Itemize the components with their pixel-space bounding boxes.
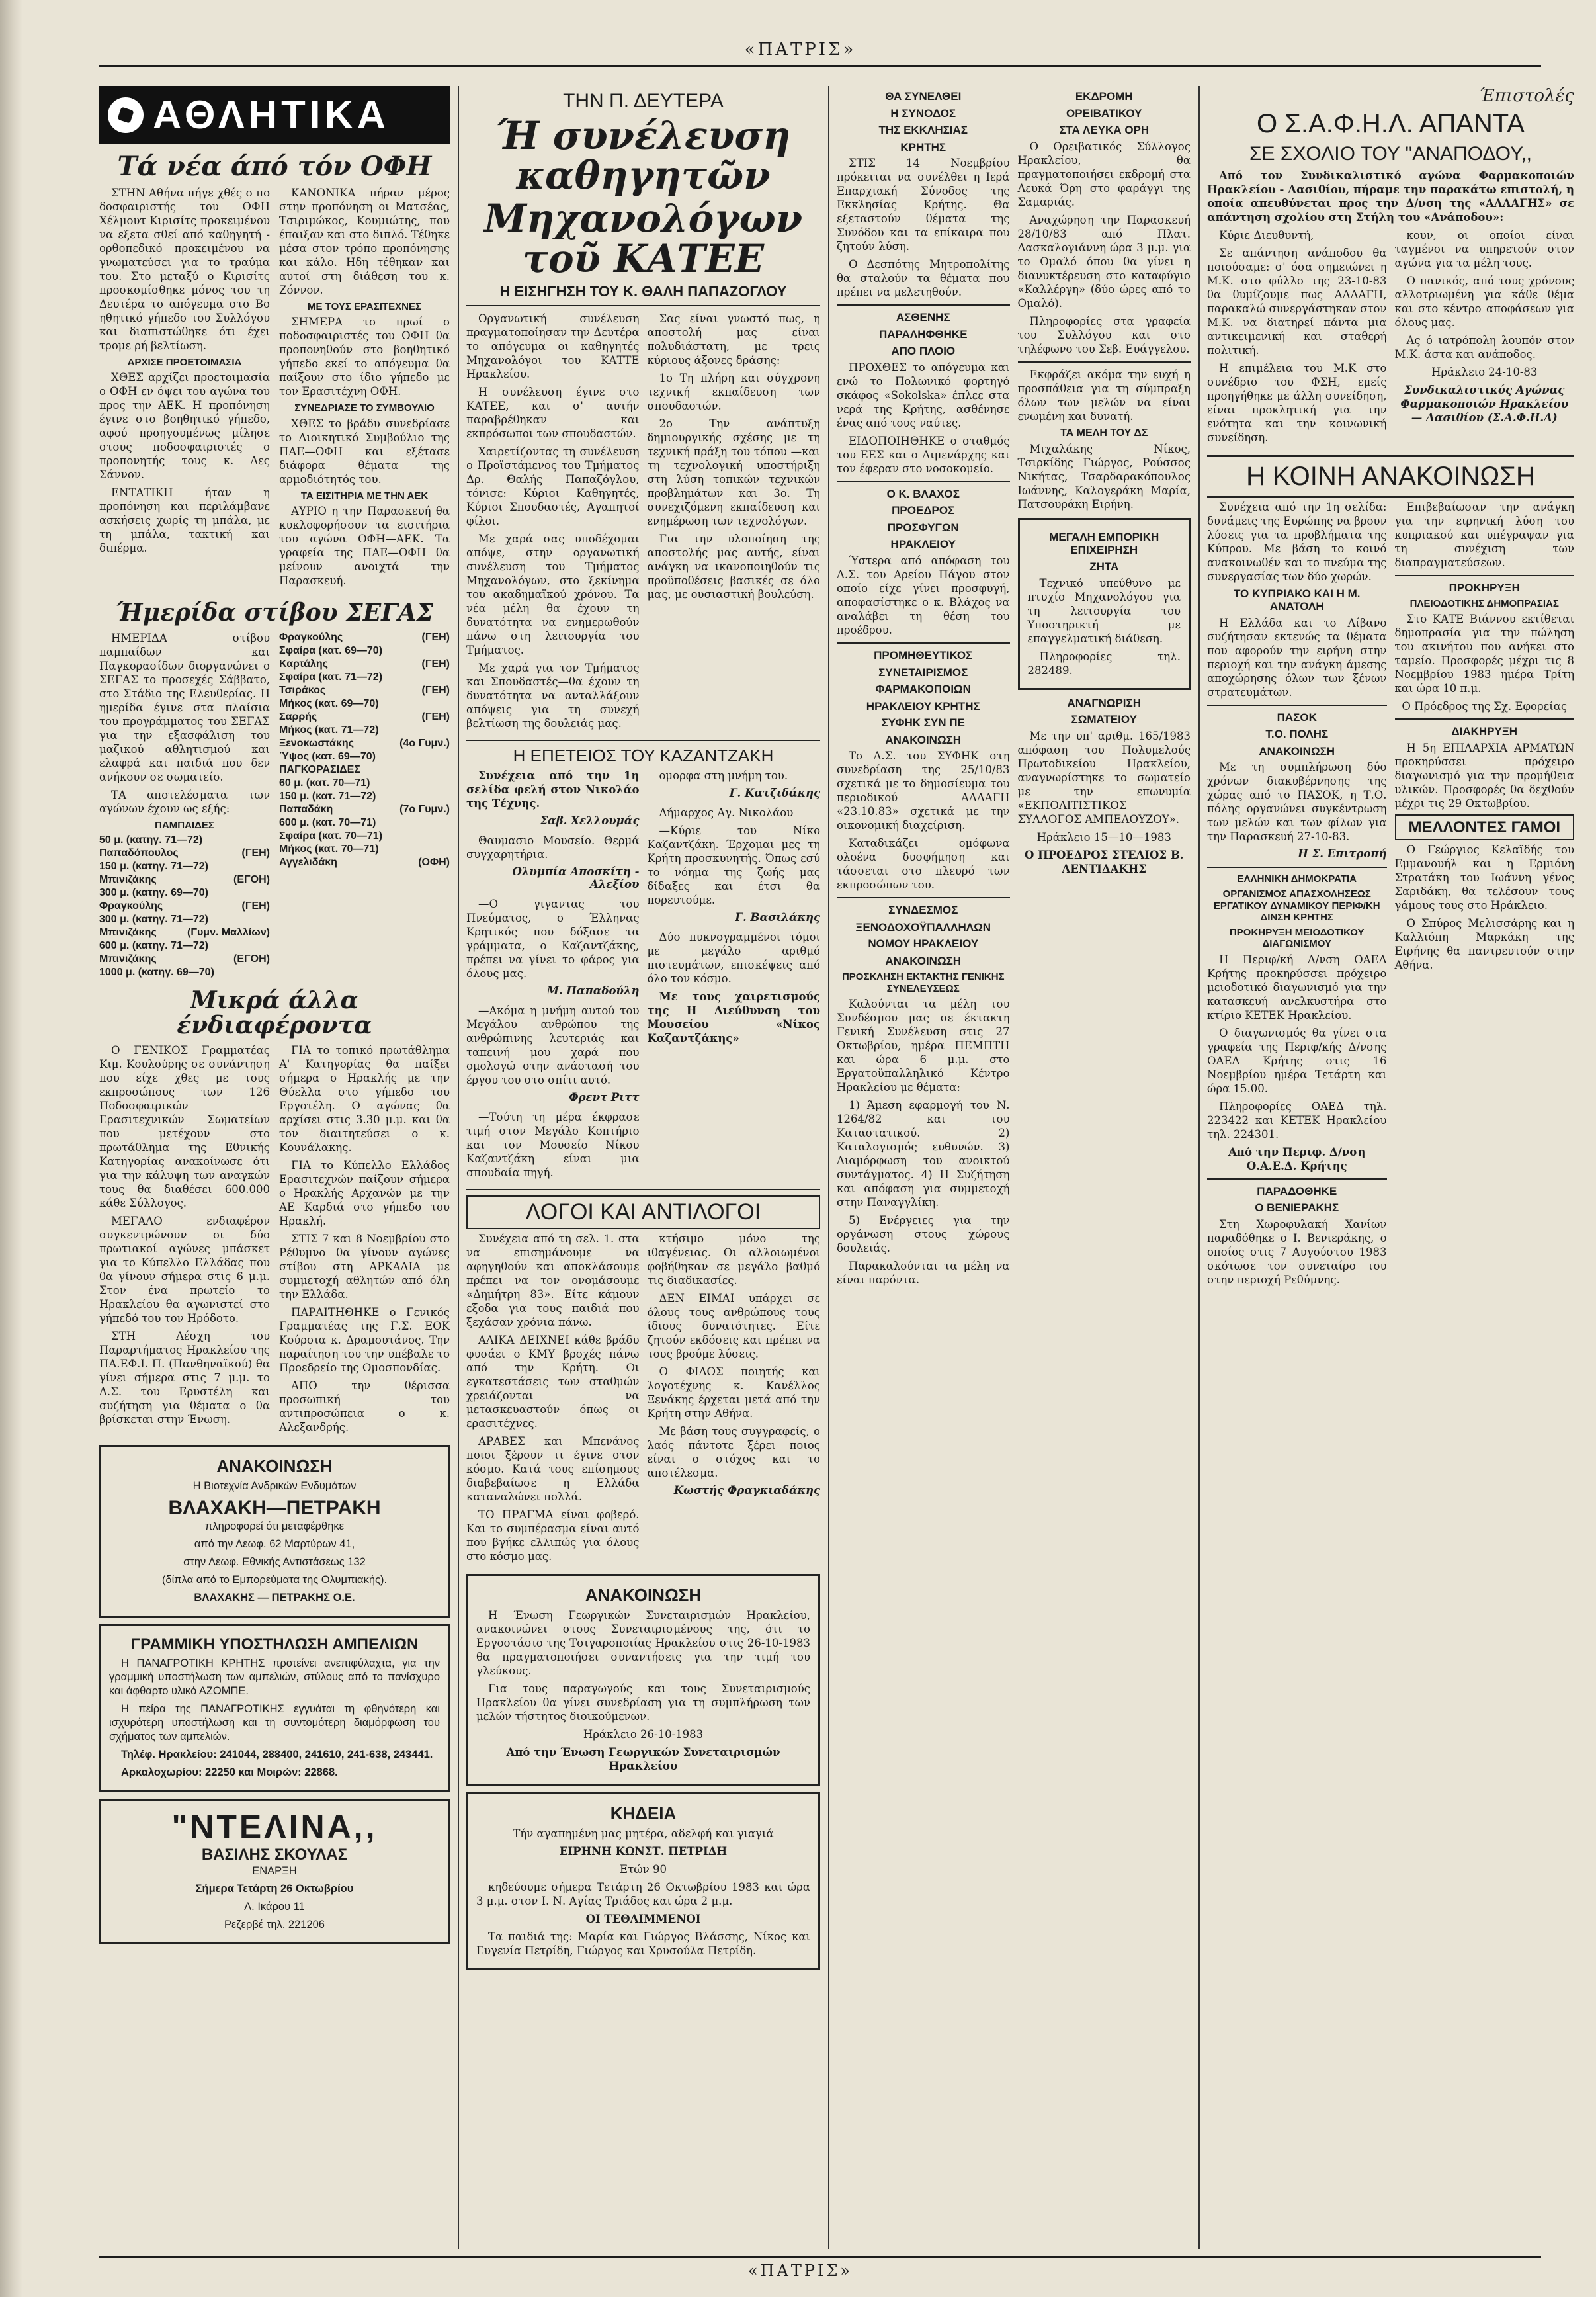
article-paragraph: Εκφράζει ακόμα την ευχή η προσπάθεια για τη σύμπραξη όλων των μελών να είναι ενωμένη και δυνατή. xyxy=(1017,368,1191,423)
ad-line: Η Βιοτεχνία Ανδρικών Ενδυμάτων xyxy=(192,1480,357,1493)
result-event: Σαρρής xyxy=(279,711,317,722)
ad-ntelina xyxy=(99,1799,450,1944)
signature: Μ. Παπαδούλη xyxy=(546,984,640,998)
notice-title: ΑΝΑΚΟΙΝΩΣΗ xyxy=(885,954,962,967)
subheading: Ο ΒΕΝΙΕΡΑΚΗΣ xyxy=(1255,1201,1339,1215)
page-footer: «ΠΑΤΡΙΣ» xyxy=(747,2261,853,2280)
ad-line: από την Λεωφ. 62 Μαρτύρων 41, xyxy=(194,1538,355,1551)
result-event: 150 μ. (κατηγ. 71—72) xyxy=(99,860,208,872)
article-paragraph: Με βάση τους συγγραφείς, ο λαός πάντοτε ξέρει ποιος είναι ο στόχος και το αποτέλεσμα. xyxy=(647,1425,820,1480)
signature: Γ. Βασιλάκης xyxy=(735,911,820,924)
article-paragraph: Χαιρετίζοντας τη συνέλευση ο Προϊστάμενος του Τμήματος Δρ. Θαλής Παπαζόγλου, τόνισε: Κύριοι Καθηγητές, Κύριοι Σπουδαστές, Αγαπητοί φίλοι. xyxy=(466,445,640,528)
divider xyxy=(1207,867,1387,868)
divider xyxy=(837,642,1010,644)
result-event: Μήκος (κατ. 70—71) xyxy=(279,843,379,855)
result-row xyxy=(99,887,270,900)
notice-farmers-union xyxy=(466,1574,820,1786)
result-club: (ΕΓΟΗ) xyxy=(233,873,270,885)
subheading: ΠΑΜΠΑΙΔΕΣ xyxy=(155,819,214,831)
subheading: ΤΟ ΚΥΠΡΙΑΚΟ ΚΑΙ Η Μ. ΑΝΑΤΟΛΗ xyxy=(1233,587,1361,613)
article-paragraph: Οργανωτική συνέλευση πραγματοποίησαν την Δευτέρα το απόγευμα οι καθηγητές Μηχανολόγοι του ΚΑΤΤΕ Ηρακλείου. xyxy=(466,312,640,381)
result-event: 50 μ. (κατηγ. 71—72) xyxy=(99,834,203,845)
headline-joint: Η ΚΟΙΝΗ ΑΝΑΚΟΙΝΩΣΗ xyxy=(1207,455,1574,498)
article-paragraph: Ο Σπύρος Μελισσάρης και η Καλλιόπη Μαρκάκη της Ειρήνης θα παντρευτούν στην Αθήνα. xyxy=(1394,917,1574,972)
article-paragraph: Επιβεβαίωσαν την ανάγκη για την ειρηνική λύση του κυπριακού και υπέγραψαν για τη συνέχιση των διαπραγματεύσεων. xyxy=(1394,500,1574,569)
result-row xyxy=(279,671,450,684)
subheading: ΘΑ ΣΥΝΕΛΘΕΙ xyxy=(885,90,962,103)
result-event: 300 μ. (κατηγ. 69—70) xyxy=(99,887,208,898)
article-paragraph: Η συνέλευση έγινε στο ΚΑΤΕΕ, και σ' αυτήν παραβρέθηκαν και εκπρόσωποι των σπουδαστών. xyxy=(466,386,640,441)
article-paragraph: Ύστερα από απόφαση του Δ.Σ. του Αρείου Πάγου στον οποίο είχε γίνει προσφυγή, αποφασίστηκε ο κ. Βλάχος να αναλάβει τη θέση του προέδρου. xyxy=(837,554,1010,637)
result-event: Αγγελιδάκη xyxy=(279,856,337,868)
article-paragraph: Κύριε Διευθυντή, xyxy=(1219,228,1314,241)
article-paragraph: ΧΘΕΣ το βράδυ συνεδρίασε το Διοικητικό Συμβούλιο της ΠΑΕ—ΟΦΗ και εξέτασε διάφορα θέματα της αρμοδιότητός του. xyxy=(279,417,450,486)
signature: ΤΑ ΜΕΛΗ ΤΟΥ ΔΣ xyxy=(1060,427,1148,439)
result-row xyxy=(279,724,450,737)
article-paragraph: Παρακαλούνται τα μέλη να είναι παρόντα. xyxy=(837,1259,1010,1286)
result-event: 150 μ. (κατ. 71—72) xyxy=(279,790,376,802)
article-paragraph: Η Περιφ/κή Δ/νση ΟΑΕΔ Κρήτης προκηρύσσει πρόχειρο μειοδοτικό διαγωνισμό για την κατασκευή ανελκυστήρα στο κτίριο ΚΕΤΕΚ Ηρακλείου. xyxy=(1207,953,1387,1021)
ad-line: (δίπλα από το Εμπορεύματα της Ολυμπιακής). xyxy=(161,1574,388,1586)
result-event: Μπινιζάκης xyxy=(99,873,157,885)
article-paragraph: Δήμαρχος Αγ. Νικολάου xyxy=(659,806,794,820)
article-paragraph: —Τούτη τη μέρα έκφρασε τιμή στον Μεγάλο Κοπτήριο και τον Μουσείο Νίκου Καζαντζάκη είναι μια σπουδαία πηγή. xyxy=(466,1111,640,1180)
subheading: ΠΛΕΙΟΔΟΤΙΚΗΣ ΔΗΜΟΠΡΑΣΙΑΣ xyxy=(1409,598,1559,610)
article-paragraph: 1) Άμεση εφαρμογή του Ν. 1264/82 και του Καταστατικού. 2) Καταλογισμός ευθυνών. 3) Διαμόρφωση του ανοικτού συντάγματος. 4) Η Συζήτηση και απόφαση για συμμετοχή στην Παναγγλίκη. xyxy=(837,1098,1010,1209)
letter-date: Ηράκλειο 24-10-83 xyxy=(1431,365,1538,378)
article-paragraph: Για την υλοποίηση της αποστολής μας αυτής, είναι ανάγκη να ικανοποιηθούν τις προϋποθέσεις βασικές σε όλο μας, με ουσιαστική βουλεύση. xyxy=(647,533,820,601)
result-event: Ύψος (κατ. 69—70) xyxy=(279,750,376,762)
subheading: ΠΡΟΚΗΡΥΞΗ xyxy=(1449,581,1520,594)
result-row xyxy=(279,711,450,724)
result-club: (ΟΦΗ) xyxy=(418,856,450,868)
ad-line: πληροφορεί ότι μεταφέρθηκε xyxy=(204,1520,345,1533)
article-paragraph: Ας ό ιατρόπολη λουπόν στον Μ.Κ. άστα και ανάποδος. xyxy=(1394,333,1574,361)
result-club: (ΓΕΗ) xyxy=(241,900,270,912)
result-event: Μήκος (κατ. 71—72) xyxy=(279,724,379,736)
subheading: ΠΡΟΣΚΛΗΣΗ ΕΚΤΑΚΤΗΣ ΓΕΝΙΚΗΣ ΣΥΝΕΛΕΥΣΕΩΣ xyxy=(841,971,1005,994)
divider xyxy=(837,897,1010,898)
subheading: ΕΚΔΡΟΜΗ xyxy=(1075,90,1133,103)
sports-banner xyxy=(99,86,450,144)
subheading: ΜΕ ΤΟΥΣ ΕΡΑΣΙΤΕΧΝΕΣ xyxy=(308,301,421,312)
result-row xyxy=(279,843,450,856)
article-paragraph: ΑΡΑΒΕΣ και Μπενάνος ποιοι ξέρουν τι έγινε στον κόσμο. Κατά τους επίσημους διαβεβαίωσε η Ελλάδα καταναλώνει πολλά. xyxy=(466,1435,640,1504)
article-paragraph: κουν, οι οποίοι είναι ταγμένοι να υπηρετούν στον αγώνα για τα μέλη τους. xyxy=(1394,228,1574,269)
subheading: Ο Κ. ΒΛΑΧΟΣ xyxy=(886,487,960,500)
article-paragraph: Μιχαλάκης Νίκος, Τσιρκίδης Γιώργος, Ρούσσος Νικήτας, Τσαρδαρακόπουλος Ιωάννης, Καλογεράκη Μαρία, Πατσουράκη Ειρήνη. xyxy=(1017,443,1191,511)
result-club: (Γυμν. Μαλλίων) xyxy=(187,926,270,938)
article-paragraph: Ο Ορειβατικός Σύλλογος Ηρακλείου, θα πραγματοποιήσει εκδρομή στα Λευκά Όρη στο φαράγγι της Σαμαριάς. xyxy=(1017,140,1191,208)
obituary-age: Ετών 90 xyxy=(620,1863,667,1876)
notice-signature: Από την Περιφ. Δ/νση Ο.Α.Ε.Δ. Κρήτης xyxy=(1228,1145,1366,1172)
subheading: ΠΑΡΑΔΟΘΗΚΕ xyxy=(1257,1184,1337,1197)
result-club: (ΓΕΗ) xyxy=(421,711,450,722)
result-row xyxy=(99,834,270,847)
subheading: ΠΡΟΜΗΘΕΥΤΙΚΟΣ xyxy=(874,649,973,662)
result-event: Παπαδάκη xyxy=(279,803,333,815)
result-row xyxy=(99,873,270,887)
article-paragraph: ΣΤΗ Λέσχη του Παραρτήματος Ηρακλείου της ΠΑ.ΕΦ.Ι. Π. (Πανθηναϊκού) θα γίνει σήμερα στις 7 μ.μ. το Δ.Σ. του Ερυστέλη και συζήτηση για θέματα ο θα βρίσκεται στην Ένωση. xyxy=(99,1330,270,1426)
subheading: ΟΡΓΑΝΙΣΜΟΣ ΑΠΑΣΧΟΛΗΣΕΩΣ ΕΡΓΑΤΙΚΟΥ ΔΥΝΑΜΙΚΟΥ ΠΕΡΙΦ/ΚΗ ΔΙΝΣΗ ΚΡΗΤΗΣ xyxy=(1213,888,1380,923)
ad-address: Λ. Ικάρου 11 xyxy=(244,1901,305,1913)
result-row xyxy=(279,830,450,843)
subheading: ΣΩΜΑΤΕΙΟΥ xyxy=(1071,713,1137,726)
ad-venue-name: "ΝΤΕΛΙΝΑ,, xyxy=(171,1808,378,1846)
article-paragraph: Με την υπ' αριθμ. 165/1983 απόφαση του Πολυμελούς Πρωτοδικείου Ηρακλείου, αναγνωρίστηκε το σωματείο με την επωνυμία «ΕΚΠΟΛΙΤΙΣΤΙΚΟΣ ΣΥΛΛΟΓΟΣ ΑΜΠΕΛΟΥΖΟΥ». xyxy=(1017,729,1191,826)
column-katee xyxy=(466,86,820,2249)
ad-title: ΑΝΑΚΟΙΝΩΣΗ xyxy=(216,1456,333,1477)
result-club: (ΓΕΗ) xyxy=(421,684,450,696)
result-club: (ΓΕΗ) xyxy=(241,847,270,859)
divider xyxy=(837,481,1010,482)
article-paragraph: ΑΠΟ την θέρισσα προσωπική του αντιπροσώπεια ο κ. Αλεξανδρής. xyxy=(279,1379,450,1434)
notice-paragraph: Η Ένωση Γεωργικών Συνεταιρισμών Ηρακλείου, ανακοινώνει στους Συνεταιρισμένους της, ότι το Εργοστάσιο της Τσιγαροποιίας Ηρακλείου στις 26-10-1983 θα πραγματοποιήσει συναντήσεις για την τιμή του γλεύκους. xyxy=(476,1609,810,1678)
footer-rule xyxy=(99,2256,1541,2258)
article-paragraph: Το Δ.Σ. του ΣΥΦΗΚ στη συνεδρίαση της 25/10/83 σχετικά με το δημοσίευμα του περιοδικού ΑΛΛΑΓΗ «23.10.83» σχετικά με την οικονομική διαχείριση. xyxy=(837,750,1010,832)
divider xyxy=(466,740,820,741)
obituary-grieving: ΟΙ ΤΕΘΛΙΜΜΕΝΟΙ xyxy=(585,1913,701,1926)
notice-title: ΑΝΑΚΟΙΝΩΣΗ xyxy=(1259,744,1335,758)
column-rule xyxy=(1198,86,1200,2249)
article-paragraph: Σε απάντηση ανάποδου θα ποιούσαμε: σ' όσα σημειώνει η Μ.Κ. στο φύλλο της 23-10-83 θα θυμίζουμε πως ΑΛΛΑΓΗ, παρακαλώ συνεργάστηκαν στον Μ.Κ. να διατηρεί πάντα μια αντικειμενική και σταθερή πολιτική. xyxy=(1207,246,1387,357)
ad-paragraph: Η πείρα της ΠΑΝΑΓΡΟΤΙΚΗΣ εγγυάται τη φθηνότερη και ισχυρότερη υποστήλωση και τη συντομότερη διαμόρφωση του σχήματος των αμπελιών. xyxy=(109,1703,440,1743)
ad-line: Σήμερα Τετάρτη 26 Οκτωβρίου xyxy=(195,1883,354,1895)
notice-signature: Ο ΠΡΟΕΔΡΟΣ ΣΤΕΛΙΟΣ Β. ΛΕΝΤΙΔΑΚΗΣ xyxy=(1024,848,1184,875)
result-event: Μήκος (κατ. 69—70) xyxy=(279,697,379,709)
ad-subtitle: ΖΗΤΑ xyxy=(1089,560,1119,574)
subheading: ΣΥΦΗΚ ΣΥΝ ΠΕ xyxy=(881,716,965,730)
divider xyxy=(466,1189,820,1190)
ad-signature: ΒΛΑΧΑΚΗΣ — ΠΕΤΡΑΚΗΣ Ο.Ε. xyxy=(194,1592,355,1604)
lead-paragraph: Από τον Συνδικαλιστικό αγώνα Φαρμακοποιών Ηρακλείου - Λασιθίου, πήραμε την παρακάτω επιστολή, η οποία απευθύνεται προς την Δ/νση της «ΑΛΛΑΓΗΣ» σε απάντηση σχολίου στη Στήλη του «Ανάποδου»: xyxy=(1207,169,1574,224)
ad-paragraph: Πληροφορίες τηλ. 282489. xyxy=(1027,650,1181,677)
divider xyxy=(466,305,820,306)
article-paragraph: Αναχώρηση την Παρασκευή 28/10/83 από Πλατ. Δασκαλογιάννη ώρα 3 μ.μ. για το Ομαλό όπου θα γίνει η διανυκτέρευση στο καταφύγιο «Καλλέργη» (δύο ώρες από το Ομαλό). xyxy=(1017,213,1191,310)
article-paragraph: ΣΤΙΣ 14 Νοεμβρίου πρόκειται να συνέλθει η Ιερά Επαρχιακή Σύνοδος της Εκκλησίας Κρήτης. Θα εξεταστούν θέματα της Συνόδου και τα επίκαιρα που ζητούν λύση. xyxy=(837,157,1010,253)
ad-line: στην Λεωφ. Εθνικής Αντιστάσεως 132 xyxy=(183,1556,366,1569)
sports-banner-label: ΑΘΛΗΤΙΚΑ xyxy=(153,93,390,137)
obituary xyxy=(466,1792,820,1970)
article-paragraph: Συνέχεια από την 1η σελίδα: δυνάμεις της Ευρώπης να βρουν λύσεις για τα προβλήματα της Κύπρου. Με βάση το κοινό ανακοινωθέν και το πνεύμα της συνεργασίας των δύο χωρών. xyxy=(1207,500,1387,583)
article-paragraph: ΚΑΝΟΝΙΚΑ πήραν μέρος στην προπόνηση οι Ματσέας, Τσιριμώκος, Κουμιώτης, που έπαιξαν και στο διπλό. Τέθηκε μέσα στον τρόπο προπόνησης και κάλο. Ηδη τέθηκαν και αυτοί στη διάθεση του κ. Ζόννον. xyxy=(279,187,450,296)
article-paragraph: κτήσιμο μόνο της ιθαγένειας. Οι αλλοιωμένοι φοβήθηκαν σε μεγάλο βαθμό τις διαδικασίες. xyxy=(647,1233,820,1287)
subheading: Τ.Ο. ΠΟΛΗΣ xyxy=(1265,728,1329,741)
article-paragraph: ΓΙΑ το Κύπελλο Ελλάδος Ερασιτεχνών παίζουν σήμερα ο Ηρακλής Αρχανών με την ΑΕ Καρδιά στο γήπεδο του Ηρακλή. xyxy=(279,1159,450,1228)
ad-vlahaki-petraki xyxy=(99,1445,450,1618)
notice-title: ΑΝΑΚΟΙΝΩΣΗ xyxy=(585,1585,702,1606)
notice-date: Ηράκλειο 15—10—1983 xyxy=(1036,830,1171,844)
result-event: 300 μ. (κατηγ. 71—72) xyxy=(99,913,208,925)
result-row xyxy=(279,644,450,658)
divider xyxy=(1207,705,1387,706)
ad-phones: Τηλέφ. Ηρακλείου: 241044, 288400, 241610, 241-638, 243441. xyxy=(121,1749,433,1761)
signature: Φρεντ Ριττ xyxy=(569,1091,640,1104)
article-paragraph: Δύο πυκνογραμμένοι τόμοι με μεγάλο αριθμό πιστευμάτων, επισκέψεις από όλο τον κόσμο. xyxy=(647,931,820,986)
ad-company-name: ΒΛΑΧΑΚΗ—ΠΕΤΡΑΚΗ xyxy=(168,1497,381,1520)
article-paragraph: Η Ελλάδα και το Λίβανο συζήτησαν εκτενώς τα θέματα που αφορούν την ειρήνη στην περιοχή και την ανάγκη άμεσης αποχώρησης όλων των ξένων στρατευμάτων. xyxy=(1207,616,1387,699)
headline-segas: Ήμερίδα στίβου ΣΕΓΑΣ xyxy=(115,598,434,627)
signature: Σαβ. Χελλουμάς xyxy=(540,814,640,828)
article-paragraph: ΤΟ ΠΡΑΓΜΑ είναι φοβερό. Και το συμπέρασμα είναι αυτό που βγήκε ελλιπώς για όλους στο κόσμο μας. xyxy=(466,1508,640,1563)
column-rule xyxy=(828,86,829,2249)
article-paragraph: Καταδικάζει ομόφωνα ολοένα δυσφήμηση και τάσσεται στο πλευρό των εκπροσώπων του. xyxy=(837,837,1010,892)
result-event: ΠΑΓΚΟΡΑΣΙΔΕΣ xyxy=(279,763,360,775)
subheading: Η ΣΥΝΟΔΟΣ xyxy=(890,107,956,120)
headline-sfh-2: ΣΕ ΣΧΟΛΙΟ ΤΟΥ "ΑΝΑΠΟΔΟΥ,, xyxy=(1249,143,1533,165)
letters-label: Έπιστολές xyxy=(1479,86,1574,106)
article-paragraph: ΧΘΕΣ αρχίζει προετοιμασία ο ΟΦΗ εν όψει του αγώνα του προς την ΑΕΚ. Η προπόνηση έγινε στο βοηθητικό γήπεδο, αφού προηγουμένως μίλησε στους ποδοσφαιριστές ο προπονητής τους κ. Λες Σάννον. xyxy=(99,371,270,482)
subheading: ΤΗΣ ΕΚΚΛΗΣΙΑΣ xyxy=(878,124,968,137)
signature: Γ. Κατζιδάκης xyxy=(729,787,820,800)
subheading: ΕΛΛΗΝΙΚΗ ΔΗΜΟΚΡΑΤΙΑ xyxy=(1237,873,1357,885)
subheading: ΗΡΑΚΛΕΙΟΥ ΚΡΗΤΗΣ xyxy=(866,699,980,713)
result-row xyxy=(99,913,270,926)
article-paragraph: Σας είναι γνωστό πως, η αποστολή μας είναι πολυδιάστατη, με τρεις κύριους άξονες δράσης: xyxy=(647,312,820,367)
ad-line: ΕΝΑΡΞΗ xyxy=(252,1865,297,1878)
article-paragraph: Ο Δεσπότης Μητροπολίτης θα σταλούν τα θέματα που πρέπει να μελετηθούν. xyxy=(837,258,1010,299)
result-event: Σφαίρα (κατ. 71—72) xyxy=(279,671,383,683)
result-row xyxy=(279,763,450,777)
article-paragraph: Πληροφορίες στα γραφεία του Συλλόγου και στο τηλέφωνο του Σεβ. Ευάγγελου. xyxy=(1017,314,1191,355)
article-paragraph: Ο πανικός, από τους χρόνους αλλοτριωμένη για κάθε θέμα και στο κέντρο αποφάσεων για όλους μας. xyxy=(1394,274,1574,329)
notice-paragraph: Για τους παραγωγούς και τους Συνεταιρισμούς Ηρακλείου θα γίνει συνεδρίαση για τη συμπλήρωση των μελών τήστητος διοικούμενων. xyxy=(476,1682,810,1723)
result-row xyxy=(99,900,270,913)
result-club: (4ο Γυμν.) xyxy=(399,737,450,749)
article-paragraph: ΔΕΝ ΕΙΜΑΙ υπάρχει σε όλους τους ανθρώπους τους ίδιους δυνατότητες. Είτε ζητούν εκδόσεις και πρέπει να τους βρούμε λύσεις. xyxy=(647,1292,820,1361)
ad-job-offer xyxy=(1018,518,1191,690)
result-event: 60 μ. (κατ. 70—71) xyxy=(279,777,370,789)
result-row xyxy=(279,737,450,750)
article-paragraph: Με τη συμπλήρωση δύο χρόνων διακυβέρνησης της χώρας από το ΠΑΣΟΚ, η Τ.Ο. πόλης οργανώνει συγκέντρωση των μελών και των φίλων για την Παρασκευή 27-10-83. xyxy=(1207,761,1387,844)
article-paragraph: Ο ΦΙΛΟΣ ποιητής και λογοτέχνης κ. Κανέλλος Ξενάκης έρχεται μετά από την Κρήτη στην Αθήνα. xyxy=(647,1365,820,1420)
ad-title: ΓΡΑΜΜΙΚΗ ΥΠΟΣΤΗΛΩΣΗ ΑΜΠΕΛΙΩΝ xyxy=(130,1635,419,1654)
subheading: ΦΑΡΜΑΚΟΠΟΙΩΝ xyxy=(875,683,971,696)
article-paragraph: Στο ΚΑΤΕ Βιάννου εκτίθεται δημοπρασία για την πώληση του ακινήτου που ανήκει στο ταμείο. Προσφορές μέχρι τις 8 Νοεμβρίου 1983 ημέρα Τρίτη και ώρα 10 π.μ. xyxy=(1394,613,1574,695)
subheading: ΑΣΘΕΝΗΣ xyxy=(896,311,950,324)
ad-phones: Αρκαλοχωρίου: 22250 και Μοιρών: 22868. xyxy=(121,1766,338,1779)
divider xyxy=(1207,1178,1387,1180)
subheading: ΞΕΝΟΔΟΧΟΫΠΑΛΛΗΛΩΝ xyxy=(855,920,991,933)
page-binding-shadow xyxy=(0,0,22,2297)
result-club: (ΕΓΟΗ) xyxy=(233,953,270,965)
subheading: ΠΑΡΑΛΗΦΘΗΚΕ xyxy=(878,327,968,341)
subheading: ΔΙΑΚΗΡΥΞΗ xyxy=(1451,725,1518,738)
article-paragraph: —Ακόμα η μνήμη αυτού του Μεγάλου ανθρώπου της ανθρώπινης λευτεριάς και ταπεινή μου χαρά που ομολογώ στην ανάστασή του έργου του στο σπίτι αυτό. xyxy=(466,1004,640,1087)
result-row xyxy=(279,684,450,697)
divider xyxy=(1018,361,1191,363)
subheading: ΣΥΝΔΕΣΜΟΣ xyxy=(888,904,958,917)
article-paragraph: ΠΑΡΑΙΤΗΘΗΚΕ ο Γενικός Γραμματέας της Γ.Σ. ΕΟΚ Κούρσια κ. Δραμουτάνος. Την παραίτηση του την υπέβαλε το Προεδρείο της Ομοσπονδίας. xyxy=(279,1306,450,1375)
obituary-line: Τήν αγαπημένη μας μητέρα, αδελφή και γιαγιά xyxy=(513,1827,774,1841)
result-event: Φραγκούλης xyxy=(279,631,343,643)
ad-owner: ΒΑΣΙΛΗΣ ΣΚΟΥΛΑΣ xyxy=(201,1846,348,1864)
subheading: ΠΡΟΕΔΡΟΣ xyxy=(892,504,955,517)
article-paragraph: Συνέχεια από την 1η σελίδα φελή στον Νικολάο της Τέχνης. xyxy=(466,769,640,810)
subheading: ΚΡΗΤΗΣ xyxy=(900,140,946,153)
column-sports xyxy=(99,86,450,2249)
article-paragraph: Ο ΓΕΝΙΚΟΣ Γραμματέας Κιμ. Κουλούρης σε συνάντηση που είχε χθες με τους εκπροσώπους των 126 Ποδοσφαιρικών Ερασιτεχνικών Σωματείων που μετέχουν στο πρωτάθλημα της Εθνικής Κατηγορίας ανακοίνωσε ότι για την κάλυψη των αναγκών τους θα διαθέσει 600.000 κάθε Σύλλογος. xyxy=(99,1044,270,1210)
subheading: ΣΥΝΕΤΑΙΡΙΣΜΟΣ xyxy=(878,666,968,679)
article-paragraph: ΤΑ αποτελέσματα των αγώνων έχουν ως εξής: xyxy=(99,788,270,815)
result-row xyxy=(279,816,450,830)
result-row xyxy=(279,658,450,671)
notice-title: ΑΝΑΚΟΙΝΩΣΗ xyxy=(885,733,962,746)
subheading: ΣΥΝΕΔΡΙΑΣΕ ΤΟ ΣΥΜΒΟΥΛΙΟ xyxy=(294,402,435,414)
obituary-paragraph: κηδεύουμε σήμερα Τετάρτη 26 Οκτωβρίου 1983 και ώρα 3 μ.μ. στον Ι. Ν. Αγίας Τριάδος και ώρα 2 μ.μ. xyxy=(476,1881,810,1908)
result-row xyxy=(279,803,450,816)
result-event: Παπαδόπουλος xyxy=(99,847,179,859)
result-row xyxy=(99,926,270,939)
article-paragraph: ΑΥΡΙΟ η την Παρασκευή θα κυκλοφορήσουν τα εισιτήρια του αγώνα ΟΦΗ—ΑΕΚ. Τα γραφεία της ΠΑΕ—ΟΦΗ θα μείνουν ανοιχτά την Παρασκευή. xyxy=(279,504,450,587)
result-event: Σφαίρα (κατ. 69—70) xyxy=(279,644,383,656)
obituary-name: ΕΙΡΗΝΗ ΚΩΝΣΤ. ΠΕΤΡΙΔΗ xyxy=(559,1845,728,1858)
column-notices xyxy=(837,86,1191,2249)
article-paragraph: —Κύριε του Νίκο Καζαντζάκη. Έρχομαι μες τη Κρήτη προσκυνητής. Όπως εσύ το νόημα της ζωής μας δίδαξες και έτσι θα πορευτούμε. xyxy=(647,824,820,907)
headline-kazantzakis: Η ΕΠΕΤΕΙΟΣ ΤΟΥ ΚΑΖΑΝΤΖΑΚΗ xyxy=(513,746,774,766)
article-paragraph: Με χαρά για τον Τμήματος και Σπουδαστές—θα έχουν τη δυνατότητα να ανταλλάξουν απόψεις για τη συνεχή βελτίωση της δουλειάς μας. xyxy=(466,662,640,730)
obituary-paragraph: Τα παιδιά της: Μαρία και Γιώργος Βλάσσης, Νίκος και Ευγενία Πετρίδη, Γιώργος και Χρυσούλα Πετρίδη. xyxy=(476,1930,810,1958)
masthead-rule xyxy=(99,65,1541,67)
signature: Ολυμπία Αποσκίτη - Αλεξίου xyxy=(512,865,640,891)
article-paragraph: Η επιμέλεια του Μ.Κ στο συνέδριο του ΦΣΗ, εμείς προηγήθηκε με άλλη συνείδηση, είναι προκλητική για την ενότητα και την κοινωνική συνείδηση. xyxy=(1207,361,1387,444)
notice-signature: Ο Πρόεδρος της Σχ. Εφορείας xyxy=(1402,700,1568,713)
result-event: Φραγκούλης xyxy=(99,900,163,912)
headline-katee-2: Μηχανολόγων τοῦ ΚΑΤΕΕ xyxy=(483,196,803,282)
result-row xyxy=(99,847,270,860)
results-list xyxy=(279,631,450,869)
headline-misc: Μικρά άλλα ένδιαφέροντα xyxy=(177,986,372,1039)
result-event: 600 μ. (κατ. 70—71) xyxy=(279,816,376,828)
result-row xyxy=(279,697,450,711)
article-paragraph: ΑΛΙΚΑ ΔΕΙΧΝΕΙ κάθε βράδυ φυσάει ο ΚΜΥ βροχές πάνω από την Κρήτη. Οι εγκατεστάσεις των σταθμών χρειάζονται να μετασκευαστούν όπως οι ερασιτέχνες. xyxy=(466,1334,640,1430)
headline-sfh: Ο Σ.Α.Φ.Η.Λ. ΑΠΑΝΤΑ xyxy=(1257,109,1525,138)
article-paragraph: ΕΝΤΑΤΙΚΗ ήταν η προπόνηση και περιλάμβανε ασκήσεις χωρίς τη μπάλα, με τη μπάλα, τακτική και διπέρμα. xyxy=(99,486,270,555)
result-club: (ΓΕΗ) xyxy=(421,658,450,670)
article-paragraph: Η 5η ΕΠΙΛΑΡΧΙΑ ΑΡΜΑΤΩΝ προκηρύσσει πρόχειρο διαγωνισμό για την προμήθεια υλικών. Προσφορές θα δεχθούν μέχρι τις 29 Οκτωβρίου. xyxy=(1394,741,1574,810)
headline-ofi: Τά νέα άπό τόν ΟΦΗ xyxy=(117,151,432,182)
article-paragraph: Πληροφορίες ΟΑΕΔ τηλ. 223422 και ΚΕΤΕΚ Ηρακλείου τηλ. 224301. xyxy=(1207,1100,1387,1141)
article-paragraph: ΗΜΕΡΙΔΑ στίβου παμπαίδων και Παγκορασίδων διοργανώνει ο ΣΕΓΑΣ το προσεχές Σάββατο, στο Στάδιο της Ελευθερίας. Η ημερίδα έγινε στα πλαίσια του προγράμματος του ΣΕΓΑΣ για την εξασφάλιση του μαζικού αθλητισμού και ελαφρά και παιδιά που δεν ανήκουν σε σωματείο. xyxy=(99,631,270,783)
article-paragraph: ΕΙΔΟΠΟΙΗΘΗΚΕ ο σταθμός του ΕΕΣ και ο Λιμενάρχης και τον έφεραν στο νοσοκομείο. xyxy=(837,434,1010,475)
article-paragraph: ΜΕΓΑΛΟ ενδιαφέρον συγκεντρώνουν οι δύο πρωτιακοί αγώνες μπάσκετ για το Κύπελλο Ελλάδας που θα γίνουν σήμερα στις 6 μ.μ. Στον ένα πρωτείο το Ηρακλείου θα αγωνιστεί στο γήπεδό του τον Ηρόδοτο. xyxy=(99,1215,270,1325)
result-row xyxy=(279,777,450,790)
subheading: ΑΡΧΙΣΕ ΠΡΟΕΤΟΙΜΑΣΙΑ xyxy=(127,357,242,368)
result-row xyxy=(99,953,270,966)
result-event: Σφαίρα (κατ. 70—71) xyxy=(279,830,383,842)
article-paragraph: 2ο Την ανάπτυξη δημιουργικής σχέσης με τη τεχνική πράξη του τόπου —και τη τεχνολογική υποστήριξη στη λύση τοπικών τεχνικών προβλημάτων και 3ο. Τη συνεχιζόμενη εκπαίδευση και ενημέρωση των τεχνολόγων. xyxy=(647,417,820,528)
divider xyxy=(1395,575,1575,576)
result-row xyxy=(279,631,450,644)
article-paragraph: Ο Γεώργιος Κελαϊδής του Εμμανουήλ και η Ερμιόνη Στρατάκη του Ιωάννη γένος Σαριδάκη, θα τελέσουν τους γάμους τους στο Ηράκλειο. xyxy=(1394,844,1574,912)
article-paragraph: ΣΤΗΝ Αθήνα πήγε χθές ο πο δοσφαιριστής του ΟΦΗ Χέλμουτ Κιρισίτς προκειμένου να εξετα σθεί από καθηγητή - ορθοπεδικό προκειμένου να γνωματεύσει για το τραύμα του. Στο μεταξύ ο Κιρισίτς προσκομίσθηκε μόνος του τη Δευτέρα το απόγευμα στο Βο ηθητικό γήπεδο του Συλλόγου και διαπιστώθηκε ότι έχει τρομε ρή βελτίωση. xyxy=(99,187,270,352)
subheading: ΠΡΟΚΗΡΥΞΗ ΜΕΙΟΔΟΤΙΚΟΥ ΔΙΑΓΩΝΙΣΜΟΥ xyxy=(1229,927,1365,950)
result-event: Μπινιζάκης xyxy=(99,926,157,938)
subheading: ΤΑ ΕΙΣΙΤΗΡΙΑ ΜΕ ΤΗΝ ΑΕΚ xyxy=(300,490,429,501)
article-paragraph: —Ο γιγαντας του Πνεύματος, ο Έλληνας Κρητικός που δόξασε τα γράμματα, ο Καζαντζάκης, πρέπει να γίνει το φάρος για όλους μας. xyxy=(466,898,640,980)
ad-phone: Ρεζερβέ τηλ. 221206 xyxy=(224,1919,325,1931)
result-row xyxy=(99,860,270,873)
article-paragraph: Καλούνται τα μέλη του Συνδέσμου μας σε έκτακτη Γενική Συνέλευση στις 27 Οκτωβρίου, ημέρα ΠΕΜΠΤΗ και ώρα 6 μ.μ. στο Εργατοϋπαλληλικό Κέντρο Ηρακλείου με θέματα: xyxy=(837,997,1010,1094)
football-icon xyxy=(108,97,144,133)
divider xyxy=(1395,718,1575,720)
ad-panagrotiki xyxy=(99,1624,450,1792)
result-row xyxy=(279,790,450,803)
article-paragraph: Με χαρά σας υποδέχομαι απόψε, στην οργανωτική συνέλευση του Τμήματος Μηχανολόγων, στο ξεκίνημα του ακαδημαϊκού χρόνου. Τα νέα μέλη θα έχουν τη δυνατότητα να ενημερωθούν πάνω στη λειτουργία του Τμήματος. xyxy=(466,533,640,657)
article-paragraph: Συνέχεια από τη σελ. 1. στα να επισημάνουμε να αφηγηθούν και αποκλάσουμε πρέπει να τον ονομάσουμε «Δημήτρη 83». Είτε κάμουν εξοδα για τους παιδιά που ξεχάσαν χρόνια πάνω. xyxy=(466,1233,640,1329)
subheading: ΑΠΟ ΠΛΟΙΟ xyxy=(891,345,956,358)
subheading: Η ΕΙΣΗΓΗΣΗ ΤΟΥ Κ. ΘΑΛΗ ΠΑΠΑΖΟΓΛΟΥ xyxy=(499,283,787,300)
results-list xyxy=(99,834,270,979)
article-paragraph: ΓΙΑ το τοπικό πρωτάθλημα Α' Κατηγορίας θα παίξει σήμερα ο Ηρακλής με την Θύελλα στο γήπεδο του Εργοτέλη. Ο αγώνας θα αρχίσει στις 3.30 μ.μ. και θα τον διαιτητεύσει ο κ. Κουνάλακης. xyxy=(279,1044,450,1154)
result-club: (ΓΕΗ) xyxy=(421,631,450,643)
signature: Η Σ. Επιτροπή xyxy=(1298,847,1387,861)
article-paragraph: Με τους χαιρετισμούς της Η Διεύθυνση του Μουσείου «Νίκος Καζαντζάκης» xyxy=(647,990,820,1045)
result-row xyxy=(279,856,450,869)
kicker: ΤΗΝ Π. ΔΕΥΤΕΡΑ xyxy=(563,90,724,112)
result-event: 1000 μ. (κατηγ. 69—70) xyxy=(99,966,214,978)
article-paragraph: 1ο Τη πλήρη και σύγχρονη τεχνική εκπαίδευση των σπουδαστών. xyxy=(647,372,820,413)
article-paragraph: ΣΗΜΕΡΑ το πρωί ο ποδοσφαιριστές του ΟΦΗ θα προπονηθούν στο βοηθητικό γήπεδο εκεί το απόγευμα θα παίξουν στο ίδιο γήπεδο με τον Ερασιτέχνη ΟΦΗ. xyxy=(279,316,450,398)
divider xyxy=(837,304,1010,306)
article-paragraph: ΣΤΙΣ 7 και 8 Νοεμβρίου στο Ρέθυμνο θα γίνουν αγώνες στίβου στη ΑΡΚΑΔΙΑ με συμμετοχή αθλητών από όλη την Ελλάδα. xyxy=(279,1233,450,1301)
subheading: ΗΡΑΚΛΕΙΟΥ xyxy=(890,538,956,551)
column-letters xyxy=(1207,86,1574,2249)
notice-date: Ηράκλειο 26-10-1983 xyxy=(583,1728,704,1741)
subheading: ΣΤΑ ΛΕΥΚΑ ΟΡΗ xyxy=(1059,124,1150,137)
ad-title: ΜΕΓΑΛΗ ΕΜΠΟΡΙΚΗ ΕΠΙΧΕΙΡΗΣΗ xyxy=(1049,531,1159,556)
subheading: ΠΑΣΟΚ xyxy=(1277,711,1317,724)
result-event: Καρτάλης xyxy=(279,658,328,670)
letter-signature: Συνδικαλιστικός Αγώνας Φαρμακοποιών Ηρακλείου — Λασιθίου (Σ.Α.Φ.Η.Λ) xyxy=(1400,383,1569,424)
article-paragraph: ΠΡΟΧΘΕΣ το απόγευμα και ενώ το Πολωνικό φορτηγό σκάφος «Sokolska» έπλεε στα νερά της Κρήτης, ασθένησε ένας από τους ναύτες. xyxy=(837,361,1010,429)
subheading: ΑΝΑΓΝΩΡΙΣΗ xyxy=(1067,696,1141,709)
signature: Κωστής Φραγκιαδάκης xyxy=(673,1484,820,1497)
subheading: ΟΡΕΙΒΑΤΙΚΟΥ xyxy=(1066,107,1142,120)
subheading: ΝΟΜΟΥ ΗΡΑΚΛΕΙΟΥ xyxy=(868,937,979,951)
article-paragraph: ομορφα στη μνήμη του. xyxy=(659,769,788,783)
result-club: (7ο Γυμν.) xyxy=(399,803,450,815)
column-rule xyxy=(458,86,459,2249)
ad-paragraph: Η ΠΑΝΑΓΡΟΤΙΚΗ ΚΡΗΤΗΣ προτείνει ανεπιφύλαχτα, για την γραμμική υποστήλωση των αμπελιών, στύλους από το πανίσχυρο και άφθαρτο υλικό ΑΖΟΜΠΕ. xyxy=(109,1657,440,1698)
result-row xyxy=(279,750,450,763)
subheading: ΠΡΟΣΦΥΓΩΝ xyxy=(887,521,959,534)
result-row xyxy=(99,966,270,979)
result-row xyxy=(99,939,270,953)
headline-logoi: ΛΟΓΟΙ ΚΑΙ ΑΝΤΙΛΟΓΟΙ xyxy=(466,1195,820,1229)
result-event: Τσιράκος xyxy=(279,684,326,696)
article-paragraph: Στη Χωροφυλακή Χανίων παραδόθηκε ο Ι. Βενιεράκης, ο οποίος στις 7 Αυγούστου 1983 σκότωσε τον συνεταίρο του στην περιοχή Ρεθύμνης. xyxy=(1207,1217,1387,1286)
masthead: «ΠΑΤΡΙΣ» xyxy=(744,40,857,60)
result-event: Μπινιζάκης xyxy=(99,953,157,965)
article-paragraph: Θαυμασιο Μουσείο. Θερμά συγχαρητήρια. xyxy=(466,834,640,861)
article-paragraph: Ο διαγωνισμός θα γίνει στα γραφεία της Περιφ/κής Δ/νσης ΟΑΕΔ Κρήτης στις 16 Νοεμβρίου ημέρα Τετάρτη και ώρα 15.00. xyxy=(1207,1026,1387,1095)
ad-paragraph: Τεχνικό υπεύθυνο με πτυχίο Μηχανολόγου για τη λειτουργία του Υποστηρικτή με επαγγελματική διάθεση. xyxy=(1027,576,1181,645)
result-event: 600 μ. (κατηγ. 71—72) xyxy=(99,939,208,951)
headline-weddings: ΜΕΛΛΟΝΤΕΣ ΓΑΜΟΙ xyxy=(1395,814,1575,841)
obituary-title: ΚΗΔΕΙΑ xyxy=(610,1803,677,1824)
article-paragraph: 5) Ενέργειες για την οργάνωση στους χώρους δουλειάς. xyxy=(837,1213,1010,1254)
notice-signature: Από την Ένωση Γεωργικών Συνεταιρισμών Ηρακλείου xyxy=(506,1746,780,1773)
result-event: Ξενοκωστάκης xyxy=(279,737,354,749)
headline-katee-1: Ή συνέλευση καθηγητῶν xyxy=(495,112,791,198)
